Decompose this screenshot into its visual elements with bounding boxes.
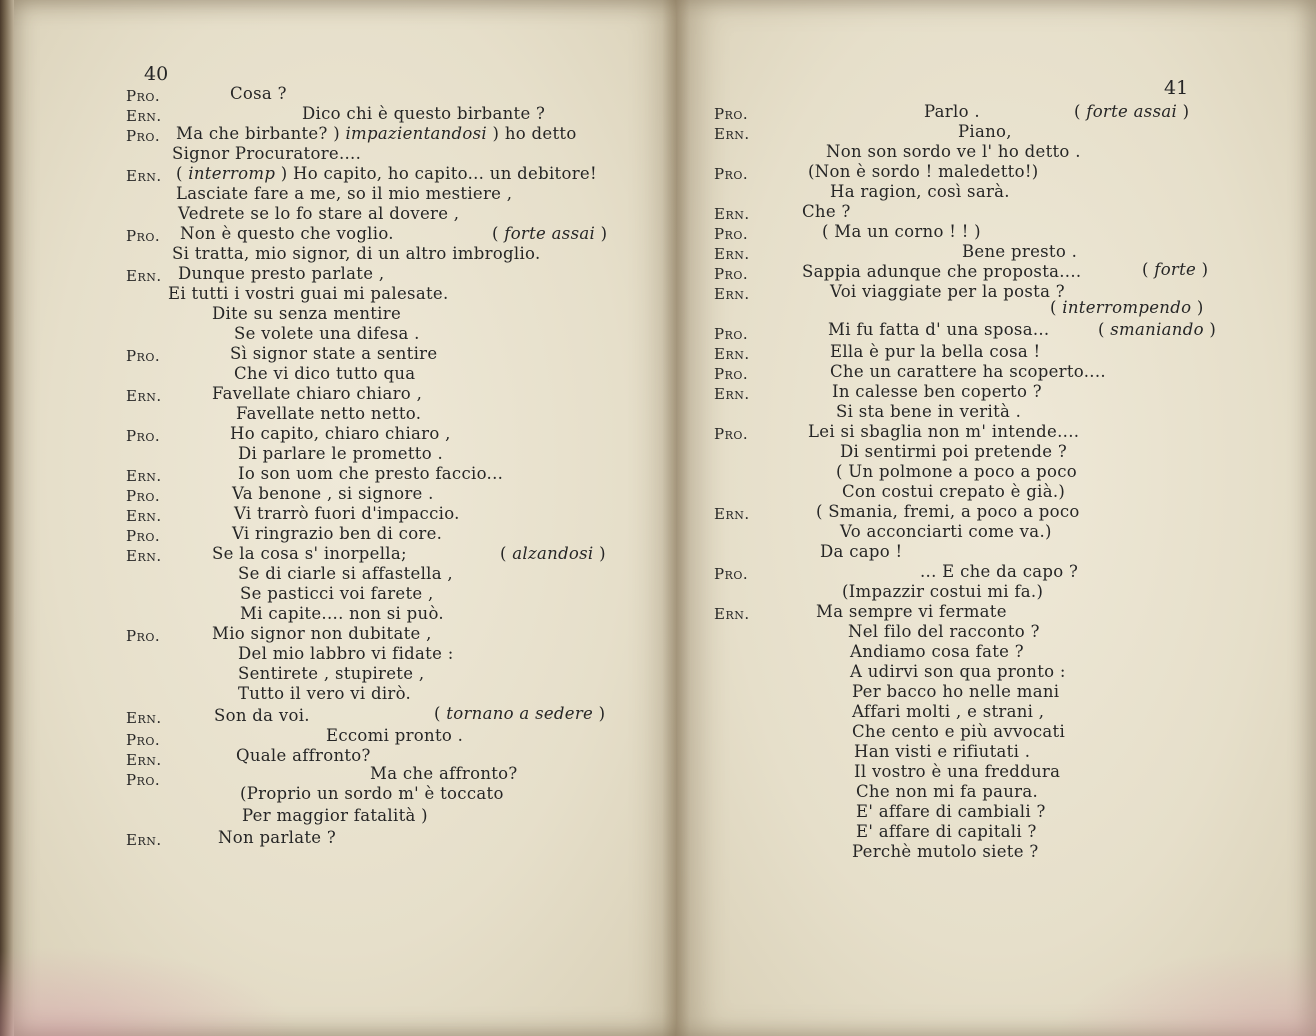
line-text: ) (1182, 102, 1190, 121)
speaker-label: Ern. (714, 245, 750, 263)
verse-line (434, 704, 605, 724)
verse-line (924, 102, 980, 122)
verse-line (234, 324, 420, 344)
speaker-label: Ern. (714, 285, 750, 303)
verse-line (238, 444, 443, 464)
stage-direction: forte assai (498, 224, 601, 243)
line-text: Per bacco ho nelle mani (852, 682, 1060, 701)
line-text: Da capo ! (820, 542, 903, 561)
speaker-label: Ern. (126, 831, 162, 849)
stage-direction: tornano a sedere (440, 704, 599, 723)
verse-line (830, 362, 1106, 382)
line-text: Lei si sbaglia non m' intende.... (808, 422, 1080, 441)
verse-line (212, 304, 401, 324)
speaker-label: Ern. (714, 385, 750, 403)
stage-direction: interromp (182, 164, 281, 183)
line-text: Che vi dico tutto qua (234, 364, 416, 383)
speaker-label: Ern. (126, 751, 162, 769)
line-text: ) (599, 544, 606, 563)
line-text: ) (1209, 320, 1217, 339)
speaker-label: Ern. (126, 467, 162, 485)
verse-line (850, 642, 1024, 662)
line-text: Con costui crepato è già.) (842, 482, 1066, 501)
line-text: ) ho detto (492, 124, 577, 143)
verse-line (842, 582, 1043, 602)
speaker-label: Ern. (714, 345, 750, 363)
line-text: Quale affronto? (236, 746, 371, 765)
verse-line (212, 384, 422, 404)
speaker-label: Pro. (126, 627, 161, 645)
speaker-label: Ern. (126, 267, 162, 285)
line-text: Il vostro è una freddura (854, 762, 1061, 781)
verse-line (842, 482, 1065, 502)
verse-line (176, 124, 577, 144)
speaker-label: Ern. (126, 547, 162, 565)
speaker-label: Ern. (126, 107, 162, 125)
verse-line (176, 184, 512, 204)
verse-line (168, 284, 449, 304)
verse-line (850, 662, 1066, 682)
line-text: Vo acconciarti come va.) (840, 522, 1052, 541)
verse-line (958, 122, 1012, 142)
verse-line (830, 282, 1065, 302)
speaker-label: Pro. (126, 227, 161, 245)
line-text: Mi fu fatta d' una sposa... (828, 320, 1050, 339)
verse-line (240, 604, 444, 624)
verse-line (856, 802, 1046, 822)
line-text: Si tratta, mio signor, di un altro imbroglio. (172, 244, 541, 263)
line-text: ( (492, 224, 499, 243)
line-text: Che non mi fa paura. (856, 782, 1039, 801)
line-text: Cosa ? (230, 84, 287, 103)
speaker-label: Ern. (714, 505, 750, 523)
line-text: Ei tutti i vostri guai mi palesate. (168, 284, 449, 303)
verse-line (1142, 260, 1208, 280)
line-text: Che un carattere ha scoperto.... (830, 362, 1106, 381)
verse-line (852, 702, 1044, 722)
verse-line (920, 562, 1078, 582)
stage-direction: impazientandosi (339, 124, 493, 143)
line-text: Se pasticci voi farete , (240, 584, 434, 603)
verse-line (1074, 102, 1189, 122)
verse-line (808, 162, 1039, 182)
verse-line (218, 828, 336, 848)
line-text: ( Ma un corno ! ! ) (822, 222, 981, 241)
verse-line (836, 402, 1021, 422)
line-text: ( (176, 164, 183, 183)
verse-line (214, 706, 310, 726)
line-text: Favellate chiaro chiaro , (212, 384, 423, 403)
line-text: ( Un polmone a poco a poco (836, 462, 1077, 481)
line-text: Tutto il vero vi dirò. (238, 684, 412, 703)
verse-line (832, 382, 1042, 402)
verse-line (172, 244, 541, 264)
line-text: Bene presto . (962, 242, 1078, 261)
line-text: ( (1142, 260, 1149, 279)
line-text: Favellate netto netto. (236, 404, 422, 423)
line-text: Dico chi è questo birbante ? (302, 104, 546, 123)
verse-line (232, 484, 434, 504)
line-text: Han visti e rifiutati . (854, 742, 1031, 761)
verse-line (802, 202, 851, 222)
verse-line (236, 746, 371, 766)
page-number-right: 41 (1164, 77, 1189, 99)
stage-direction: forte (1148, 260, 1202, 279)
speaker-label: Pro. (714, 565, 749, 583)
verse-line (962, 242, 1077, 262)
line-text: ... E che da capo ? (920, 562, 1079, 581)
line-text: ( (1074, 102, 1081, 121)
stage-direction: forte assai (1080, 102, 1183, 121)
verse-line (830, 342, 1041, 362)
speaker-label: Pro. (714, 105, 749, 123)
verse-line (826, 142, 1081, 162)
verse-line (840, 522, 1052, 542)
verse-line (234, 504, 460, 524)
line-text: A udirvi son qua pronto : (850, 662, 1066, 681)
verse-line (180, 224, 394, 244)
verse-line (238, 644, 454, 664)
verse-line (238, 564, 453, 584)
line-text: Sentirete , stupirete , (238, 664, 425, 683)
verse-line (238, 464, 503, 484)
verse-line (840, 442, 1067, 462)
line-text: Ma che birbante? ) (176, 124, 340, 143)
book-gutter (662, 0, 690, 1036)
line-text: (Non è sordo ! maledetto!) (808, 162, 1039, 181)
verse-line (238, 684, 411, 704)
speaker-label: Ern. (126, 387, 162, 405)
verse-line (212, 624, 432, 644)
line-text: Che cento e più avvocati (852, 722, 1066, 741)
verse-line (326, 726, 463, 746)
verse-line (822, 222, 981, 242)
line-text: Di sentirmi poi pretende ? (840, 442, 1068, 461)
line-text: Vi ringrazio ben di core. (232, 524, 443, 543)
verse-line (178, 264, 384, 284)
speaker-label: Pro. (126, 87, 161, 105)
line-text: Se la cosa s' inorpella; (212, 544, 407, 563)
line-text: Mi capite.... non si può. (240, 604, 444, 623)
line-text: Non parlate ? (218, 828, 337, 847)
line-text: Che ? (802, 202, 851, 221)
line-text: ( Smania, fremi, a poco a poco (816, 502, 1080, 521)
verse-line (178, 204, 459, 224)
line-text: ( (1050, 298, 1057, 317)
speaker-label: Pro. (714, 425, 749, 443)
speaker-label: Pro. (714, 225, 749, 243)
paper-stain (0, 946, 300, 1036)
verse-line (230, 424, 451, 444)
verse-line (820, 542, 902, 562)
line-text: Ma sempre vi fermate (816, 602, 1007, 621)
line-text: Dite su senza mentire (212, 304, 402, 323)
verse-line (370, 764, 518, 784)
line-text: E' affare di cambiali ? (856, 802, 1046, 821)
verse-line (828, 320, 1049, 340)
speaker-label: Pro. (126, 347, 161, 365)
verse-line (836, 462, 1077, 482)
paper-stain (1056, 946, 1316, 1036)
verse-line (856, 822, 1037, 842)
line-text: Va benone , si signore . (232, 484, 434, 503)
verse-line (1050, 298, 1204, 318)
stage-direction: interrompendo (1056, 298, 1197, 317)
stage-direction: alzandosi (506, 544, 600, 563)
line-text: Parlo . (924, 102, 980, 121)
verse-line (848, 622, 1040, 642)
line-text: Ha ragion, così sarà. (830, 182, 1010, 201)
verse-line (242, 806, 428, 826)
verse-line (238, 664, 424, 684)
verse-line (856, 782, 1038, 802)
line-text: Piano, (958, 122, 1012, 141)
speaker-label: Pro. (126, 127, 161, 145)
speaker-label: Pro. (714, 265, 749, 283)
line-text: Mio signor non dubitate , (212, 624, 432, 643)
line-text: Ma che affronto? (370, 764, 518, 783)
verse-line (240, 584, 434, 604)
speaker-label: Pro. (126, 487, 161, 505)
speaker-label: Pro. (126, 731, 161, 749)
speaker-label: Pro. (126, 427, 161, 445)
line-text: Ella è pur la bella cosa ! (830, 342, 1041, 361)
speaker-label: Pro. (126, 771, 161, 789)
line-text: Di parlare le prometto . (238, 444, 444, 463)
verse-line (500, 544, 606, 564)
line-text: Per maggior fatalità ) (242, 806, 428, 825)
book-edge (0, 0, 14, 1036)
line-text: ) (1201, 260, 1209, 279)
speaker-label: Ern. (714, 125, 750, 143)
speaker-label: Ern. (714, 205, 750, 223)
line-text: Affari molti , e strani , (852, 702, 1045, 721)
line-text: Se volete una difesa . (234, 324, 420, 343)
line-text: ) (600, 224, 608, 243)
line-text: Non son sordo ve l' ho detto . (826, 142, 1081, 161)
line-text: E' affare di capitali ? (856, 822, 1037, 841)
verse-line (852, 722, 1065, 742)
line-text: Perchè mutolo siete ? (852, 842, 1039, 861)
verse-line (492, 224, 607, 244)
line-text: ( (500, 544, 507, 563)
stage-direction: smaniando (1104, 320, 1210, 339)
line-text: Sappia adunque che proposta.... (802, 262, 1082, 281)
verse-line (230, 344, 437, 364)
verse-line (1098, 320, 1216, 340)
line-text: (Impazzir costui mi fa.) (842, 582, 1044, 601)
verse-line (852, 842, 1038, 862)
line-text: ) (598, 704, 606, 723)
verse-line (172, 144, 361, 164)
verse-line (808, 422, 1079, 442)
speaker-label: Ern. (126, 167, 162, 185)
line-text: Vi trarrò fuori d'impaccio. (234, 504, 460, 523)
line-text: Non è questo che voglio. (180, 224, 394, 243)
line-text: (Proprio un sordo m' è toccato (240, 784, 504, 803)
line-text: Si sta bene in verità . (836, 402, 1022, 421)
verse-line (234, 364, 415, 384)
speaker-label: Pro. (714, 165, 749, 183)
line-text: Dunque presto parlate , (178, 264, 385, 283)
speaker-label: Ern. (714, 605, 750, 623)
verse-line (230, 84, 287, 104)
line-text: Ho capito, chiaro chiaro , (230, 424, 451, 443)
speaker-label: Pro. (714, 325, 749, 343)
line-text: In calesse ben coperto ? (832, 382, 1042, 401)
speaker-label: Ern. (126, 507, 162, 525)
line-text: Del mio labbro vi fidate : (238, 644, 454, 663)
verse-line (816, 602, 1007, 622)
verse-line (212, 544, 407, 564)
line-text: Lasciate fare a me, so il mio mestiere , (176, 184, 513, 203)
line-text: Se di ciarle si affastella , (238, 564, 453, 583)
verse-line (802, 262, 1081, 282)
line-text: Son da voi. (214, 706, 310, 725)
line-text: Signor Procuratore.... (172, 144, 362, 163)
line-text: ( (434, 704, 441, 723)
verse-line (232, 524, 442, 544)
verse-line (176, 164, 597, 184)
page-number-left: 40 (144, 63, 169, 85)
verse-line (240, 784, 504, 804)
verse-line (854, 742, 1030, 762)
speaker-label: Ern. (126, 709, 162, 727)
verse-line (852, 682, 1059, 702)
verse-line (854, 762, 1060, 782)
line-text: ( (1098, 320, 1105, 339)
line-text: Nel filo del racconto ? (848, 622, 1040, 641)
verse-line (236, 404, 421, 424)
verse-line (816, 502, 1080, 522)
verse-line (830, 182, 1010, 202)
right-page (676, 0, 1316, 1036)
verse-line (302, 104, 545, 124)
speaker-label: Pro. (126, 527, 161, 545)
line-text: ) Ho capito, ho capito... un debitore! (280, 164, 597, 183)
line-text: Andiamo cosa fate ? (850, 642, 1024, 661)
line-text: Vedrete se lo fo stare al dovere , (178, 204, 460, 223)
line-text: Io son uom che presto faccio... (238, 464, 504, 483)
speaker-label: Pro. (714, 365, 749, 383)
line-text: Voi viaggiate per la posta ? (830, 282, 1065, 301)
line-text: ) (1196, 298, 1204, 317)
line-text: Sì signor state a sentire (230, 344, 438, 363)
line-text: Eccomi pronto . (326, 726, 464, 745)
